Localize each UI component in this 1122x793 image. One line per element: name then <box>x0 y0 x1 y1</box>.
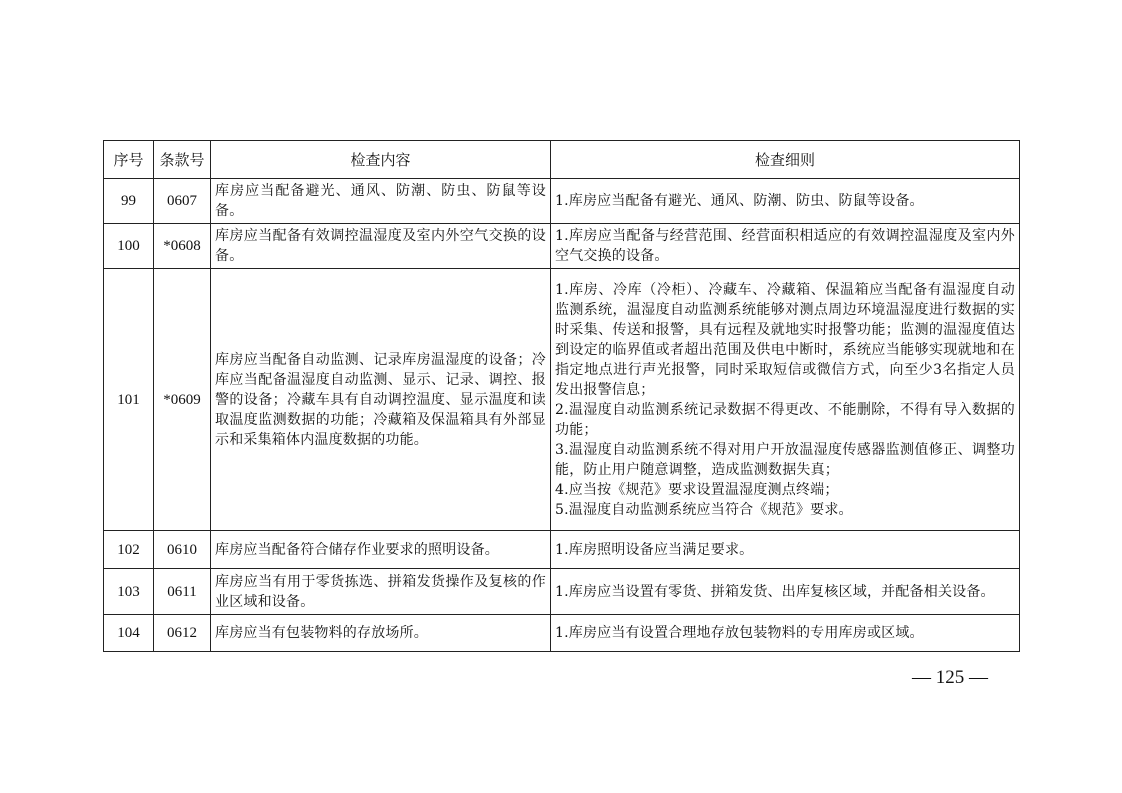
row-content: 库房应当配备符合储存作业要求的照明设备。 <box>211 531 551 569</box>
rule-item: 1.库房应当设置有零货、拼箱发货、出库复核区域，并配备相关设备。 <box>555 583 995 600</box>
page-number: — 125 — <box>912 667 988 688</box>
row-rules <box>551 531 1020 569</box>
rule-item: 1.库房应当配备有避光、通风、防潮、防虫、防鼠等设备。 <box>555 193 924 209</box>
header-seq: 序号 <box>104 141 154 179</box>
row-rules <box>551 179 1020 224</box>
row-content: 库房应当配备避光、通风、防潮、防虫、防鼠等设备。 <box>211 179 551 224</box>
row-seq: 100 <box>104 224 154 269</box>
header-clause: 条款号 <box>154 141 211 179</box>
rule-item: 3.温湿度自动监测系统不得对用户开放温湿度传感器监测值修正、调整功能，防止用户随意调整，造成监测数据失真； <box>555 441 1015 478</box>
row-rules <box>551 615 1020 652</box>
row-clause: 0610 <box>154 531 211 569</box>
row-content: 库房应当有用于零货拣选、拼箱发货操作及复核的作业区域和设备。 <box>211 569 551 615</box>
inspection-table <box>103 140 1020 652</box>
row-seq: 104 <box>104 615 154 652</box>
row-rules <box>551 224 1020 269</box>
row-clause: 0611 <box>154 569 211 615</box>
row-seq: 99 <box>104 179 154 224</box>
header-rules: 检查细则 <box>551 141 1020 179</box>
header-content: 检查内容 <box>211 141 551 179</box>
table-row <box>104 531 1020 569</box>
row-clause: 0612 <box>154 615 211 652</box>
rule-item: 1.库房应当有设置合理地存放包装物料的专用库房或区域。 <box>555 625 924 641</box>
row-clause: *0608 <box>154 224 211 269</box>
table-row <box>104 179 1020 224</box>
row-clause: 0607 <box>154 179 211 224</box>
table-row <box>104 269 1020 531</box>
rule-item: 5.温湿度自动监测系统应当符合《规范》要求。 <box>555 501 853 518</box>
row-seq: 101 <box>104 269 154 531</box>
rule-item: 1.库房、冷库（冷柜）、冷藏车、冷藏箱、保温箱应当配备有温湿度自动监测系统，温湿度自动监测系统能够对测点周边环境温湿度进行数据的实时采集、传送和报警，具有远程及就地实时报警功能；监测的温湿度值达到设定的临界值或者超出范围及供电中断时，系统应当能够实现就地和在指定地点进行声光报警，同时采取短信或微信方式，向至少3名指定人员发出报警信息； <box>555 281 1015 398</box>
table-header-row <box>104 141 1020 179</box>
row-content: 库房应当配备自动监测、记录库房温湿度的设备；冷库应当配备温湿度自动监测、显示、记录、调控、报警的设备；冷藏车具有自动调控温度、显示温度和读取温度监测数据的功能；冷藏箱及保温箱具有外部显示和采集箱体内温度数据的功能。 <box>211 269 551 531</box>
row-content: 库房应当有包装物料的存放场所。 <box>211 615 551 652</box>
rule-item: 1.库房照明设备应当满足要求。 <box>555 541 754 558</box>
row-seq: 102 <box>104 531 154 569</box>
table-row <box>104 615 1020 652</box>
row-seq: 103 <box>104 569 154 615</box>
rule-item: 2.温湿度自动监测系统记录数据不得更改、不能删除，不得有导入数据的功能； <box>555 401 1015 438</box>
row-rules <box>551 269 1020 531</box>
rule-item: 4.应当按《规范》要求设置温湿度测点终端； <box>555 481 839 498</box>
rule-item: 1.库房应当配备与经营范围、经营面积相适应的有效调控温湿度及室内外空气交换的设备。 <box>555 228 1015 264</box>
table-row <box>104 224 1020 269</box>
table-row <box>104 569 1020 615</box>
row-rules <box>551 569 1020 615</box>
row-clause: *0609 <box>154 269 211 531</box>
row-content: 库房应当配备有效调控温湿度及室内外空气交换的设备。 <box>211 224 551 269</box>
